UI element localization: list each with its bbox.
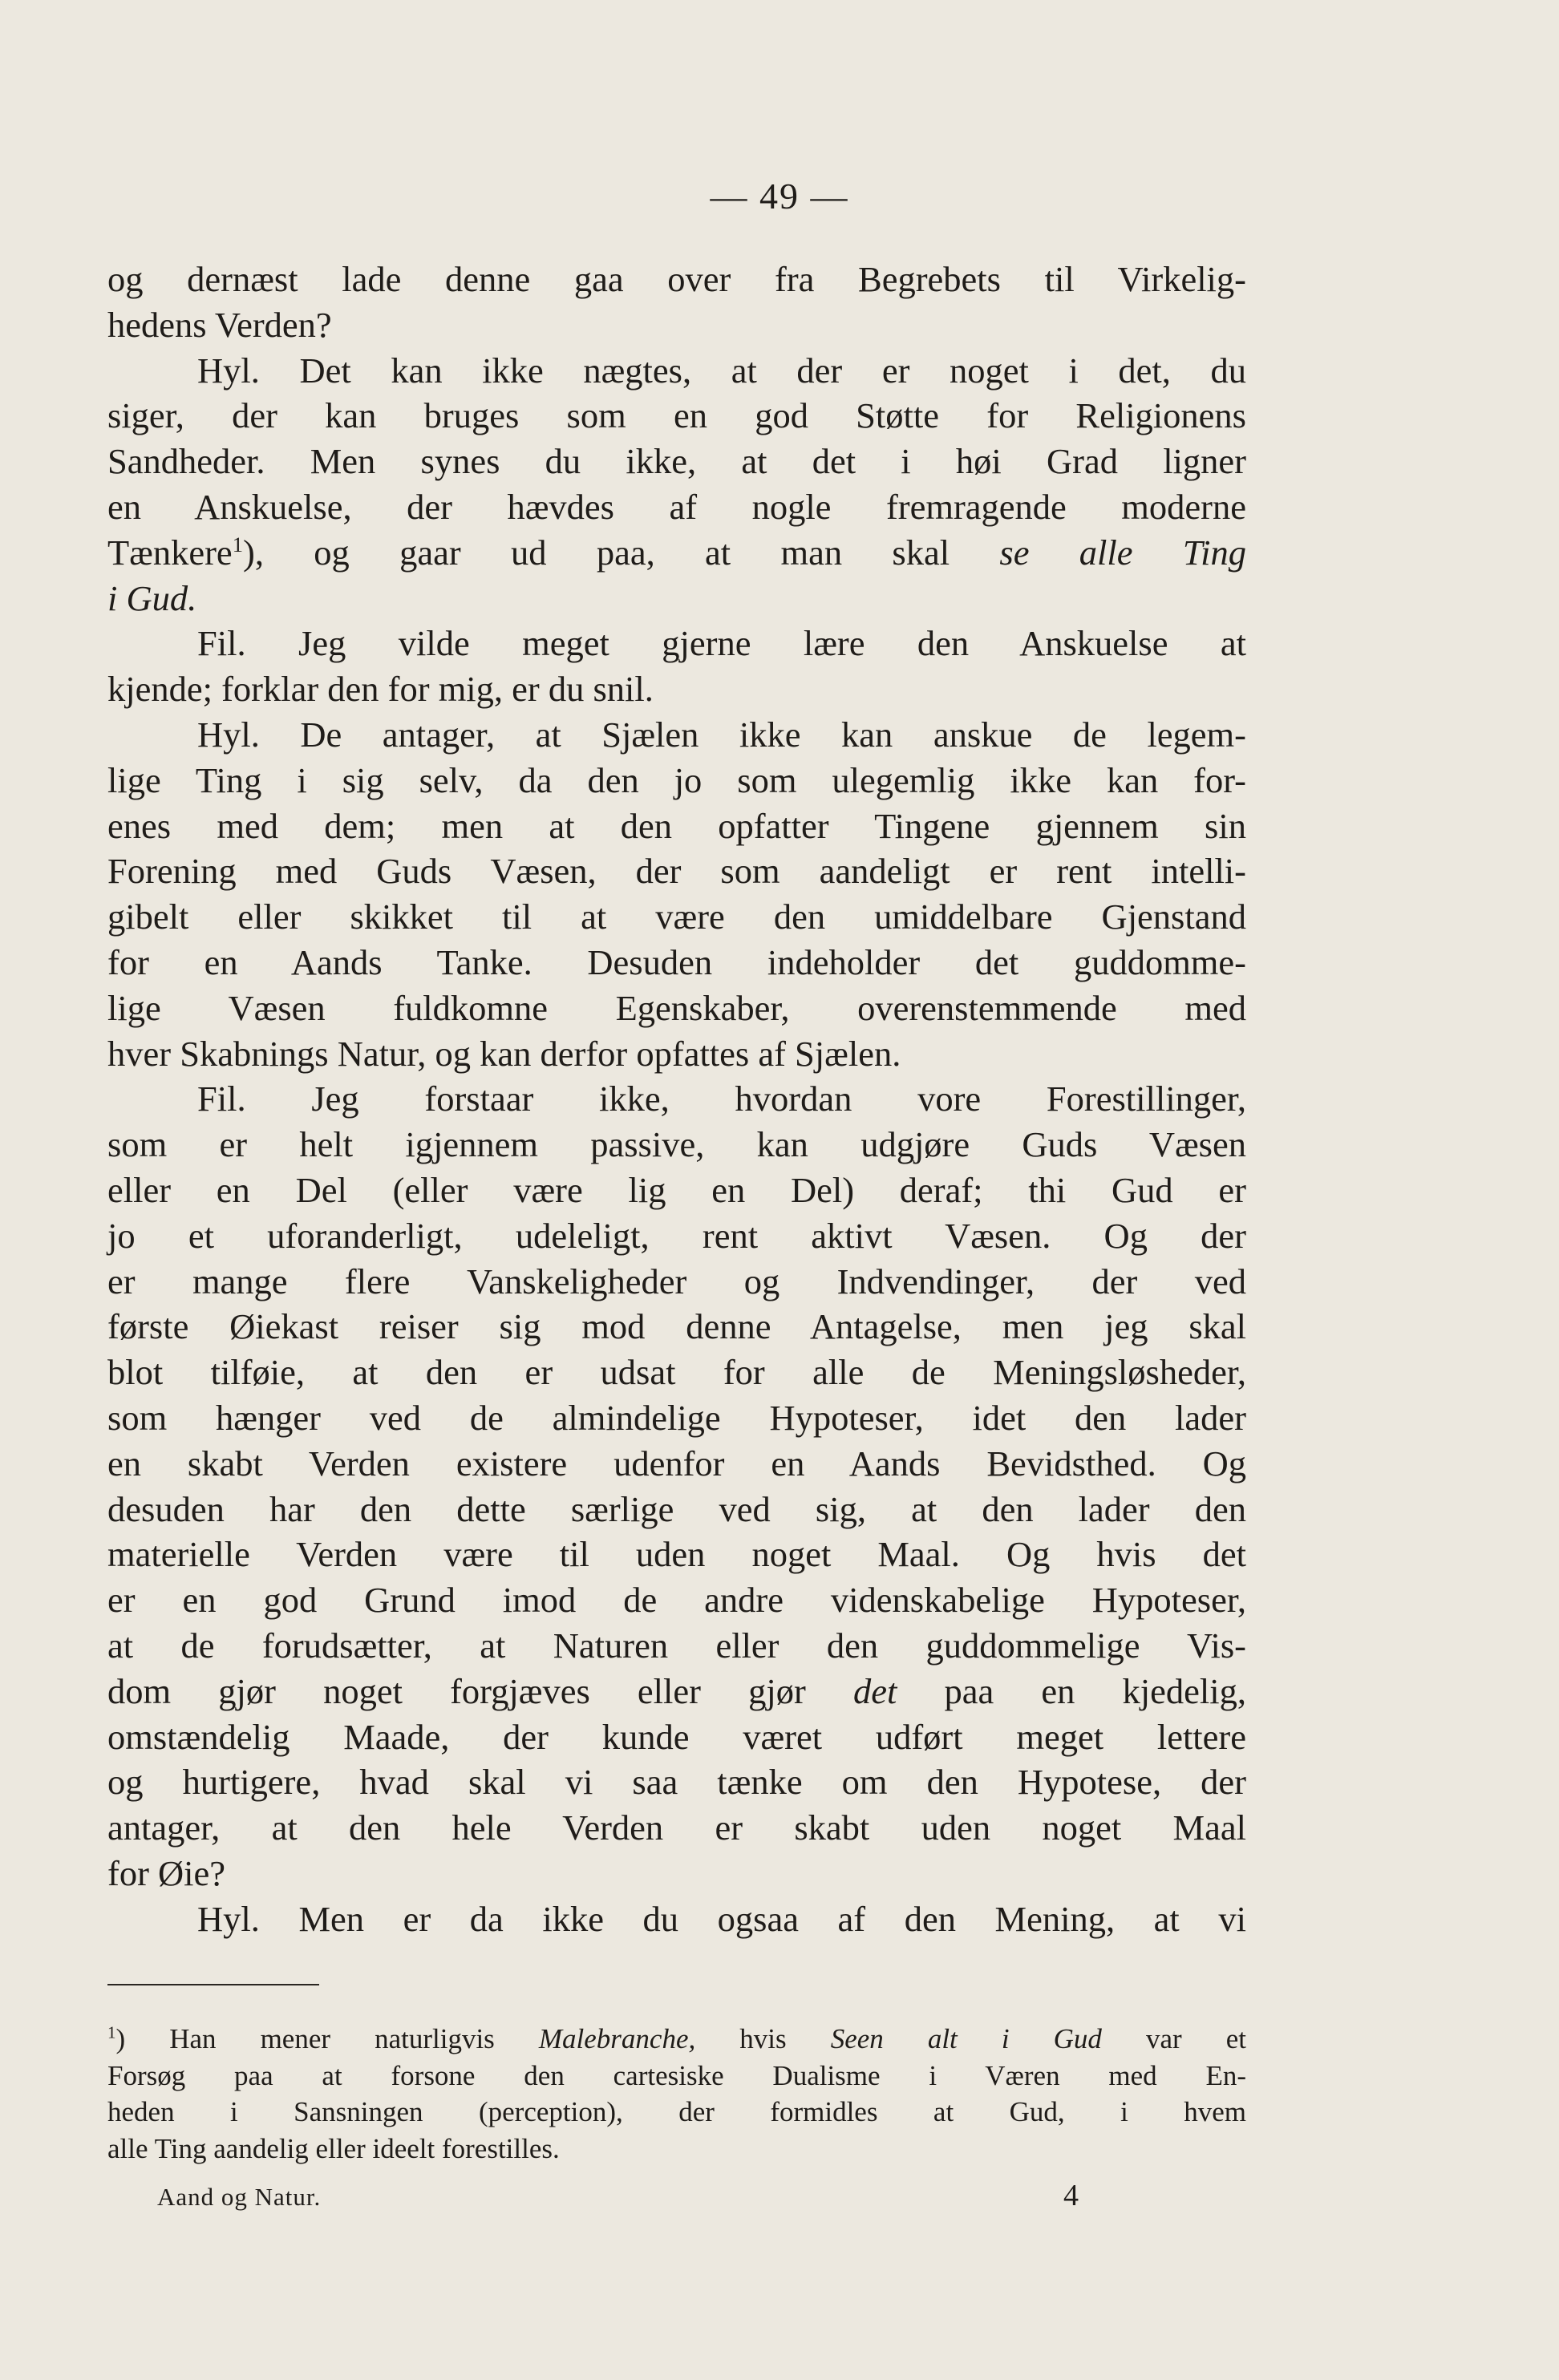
text-line: Fil. Jeg forstaar ikke, hvordan vore Forestillinger, [197,1079,1246,1119]
text-line: siger, der kan bruges som en god Støtte for Religionens [107,395,1246,436]
text-line: en skabt Verden existere udenfor en Aands Bevidsthed. Og [107,1443,1246,1483]
text-line: Sandheder. Men synes du ikke, at det i høi Grad ligner [107,441,1246,482]
text-line: enes med dem; men at den opfatter Tingene gjennem sin [107,805,1246,846]
text-line: kjende; forklar den for mig, er du snil. [107,669,654,710]
text-line: hver Skabnings Natur, og kan derfor opfattes af Sjælen. [107,1033,901,1074]
text-line: desuden har den dette særlige ved sig, at den lader den [107,1488,1246,1529]
body-text [107,257,1246,1941]
text-line: som hænger ved de almindelige Hypoteser, idet den lader [107,1397,1246,1438]
footnote-line: alle Ting aandelig eller ideelt forestilles. [107,2132,560,2164]
signature-number: 4 [1063,2179,1079,2212]
text-line: Tænkere$^1$), og gaar ud paa, at man skal se alle Ting [107,532,1246,573]
text-line: i Gud. [107,577,197,618]
footnote-line: $^1$) Han mener naturligvis Malebranche, hvis Seen alt i Gud var et [107,2022,1246,2054]
text-line: antager, at den hele Verden er skabt uden noget Maal [107,1807,1246,1848]
footnotes [107,2021,1246,2167]
text-line: blot tilføie, at den er udsat for alle de Meningsløsheder, [107,1352,1246,1393]
text-line: Hyl. De antager, at Sjælen ikke kan anskue de legem- [197,714,1246,755]
text-line: Hyl. Men er da ikke du ogsaa af den Mening, at vi [197,1898,1246,1939]
text-line: gibelt eller skikket til at være den umiddelbare Gjenstand [107,897,1246,937]
text-line: Hyl. Det kan ikke nægtes, at der er noget i det, du [197,350,1246,391]
text-line: hedens Verden? [107,304,332,345]
text-line: en Anskuelse, der hævdes af nogle fremragende moderne [107,486,1246,527]
text-line: jo et uforanderligt, udeleligt, rent aktivt Væsen. Og der [107,1215,1246,1256]
text-line: omstændelig Maade, der kunde været udført meget lettere [107,1716,1246,1757]
footnote-line: Forsøg paa at forsone den cartesiske Dualisme i Væren med En- [107,2059,1246,2091]
text-line: lige Ting i sig selv, da den jo som ulegemlig ikke kan for- [107,759,1246,800]
text-line: som er helt igjennem passive, kan udgjøre Guds Væsen [107,1124,1246,1165]
text-line: første Øiekast reiser sig mod denne Antagelse, men jeg skal [107,1306,1246,1347]
text-line: er mange flere Vanskeligheder og Indvendinger, der ved [107,1261,1246,1301]
text-line: er en god Grund imod de andre videnskabelige Hypoteser, [107,1580,1246,1621]
signature-mark: Aand og Natur. [157,2183,322,2211]
text-line: og hurtigere, hvad skal vi saa tænke om den Hypotese, der [107,1762,1246,1803]
text-line: dom gjør noget forgjæves eller gjør det paa en kjedelig, [107,1670,1246,1711]
text-line: for en Aands Tanke. Desuden indeholder det guddomme- [107,941,1246,982]
text-line: lige Væsen fuldkomne Egenskaber, overenstemmende med [107,987,1246,1028]
page-number: — 49 — [710,176,849,217]
text-line: materielle Verden være til uden noget Maal. Og hvis det [107,1534,1246,1575]
text-line: Fil. Jeg vilde meget gjerne lære den Anskuelse at [197,623,1246,664]
text-line: eller en Del (eller være lig en Del) deraf; thi Gud er [107,1169,1246,1210]
text-line: at de forudsætter, at Naturen eller den guddommelige Vis- [107,1625,1246,1666]
text-line: for Øie? [107,1852,226,1893]
text-line: og dernæst lade denne gaa over fra Begrebets til Virkelig- [107,259,1246,299]
footnote-line: heden i Sansningen (perception), der formidles at Gud, i hvem [107,2096,1246,2127]
footnote-rule [107,1984,319,1985]
text-line: Forening med Guds Væsen, der som aandeligt er rent intelli- [107,851,1246,892]
